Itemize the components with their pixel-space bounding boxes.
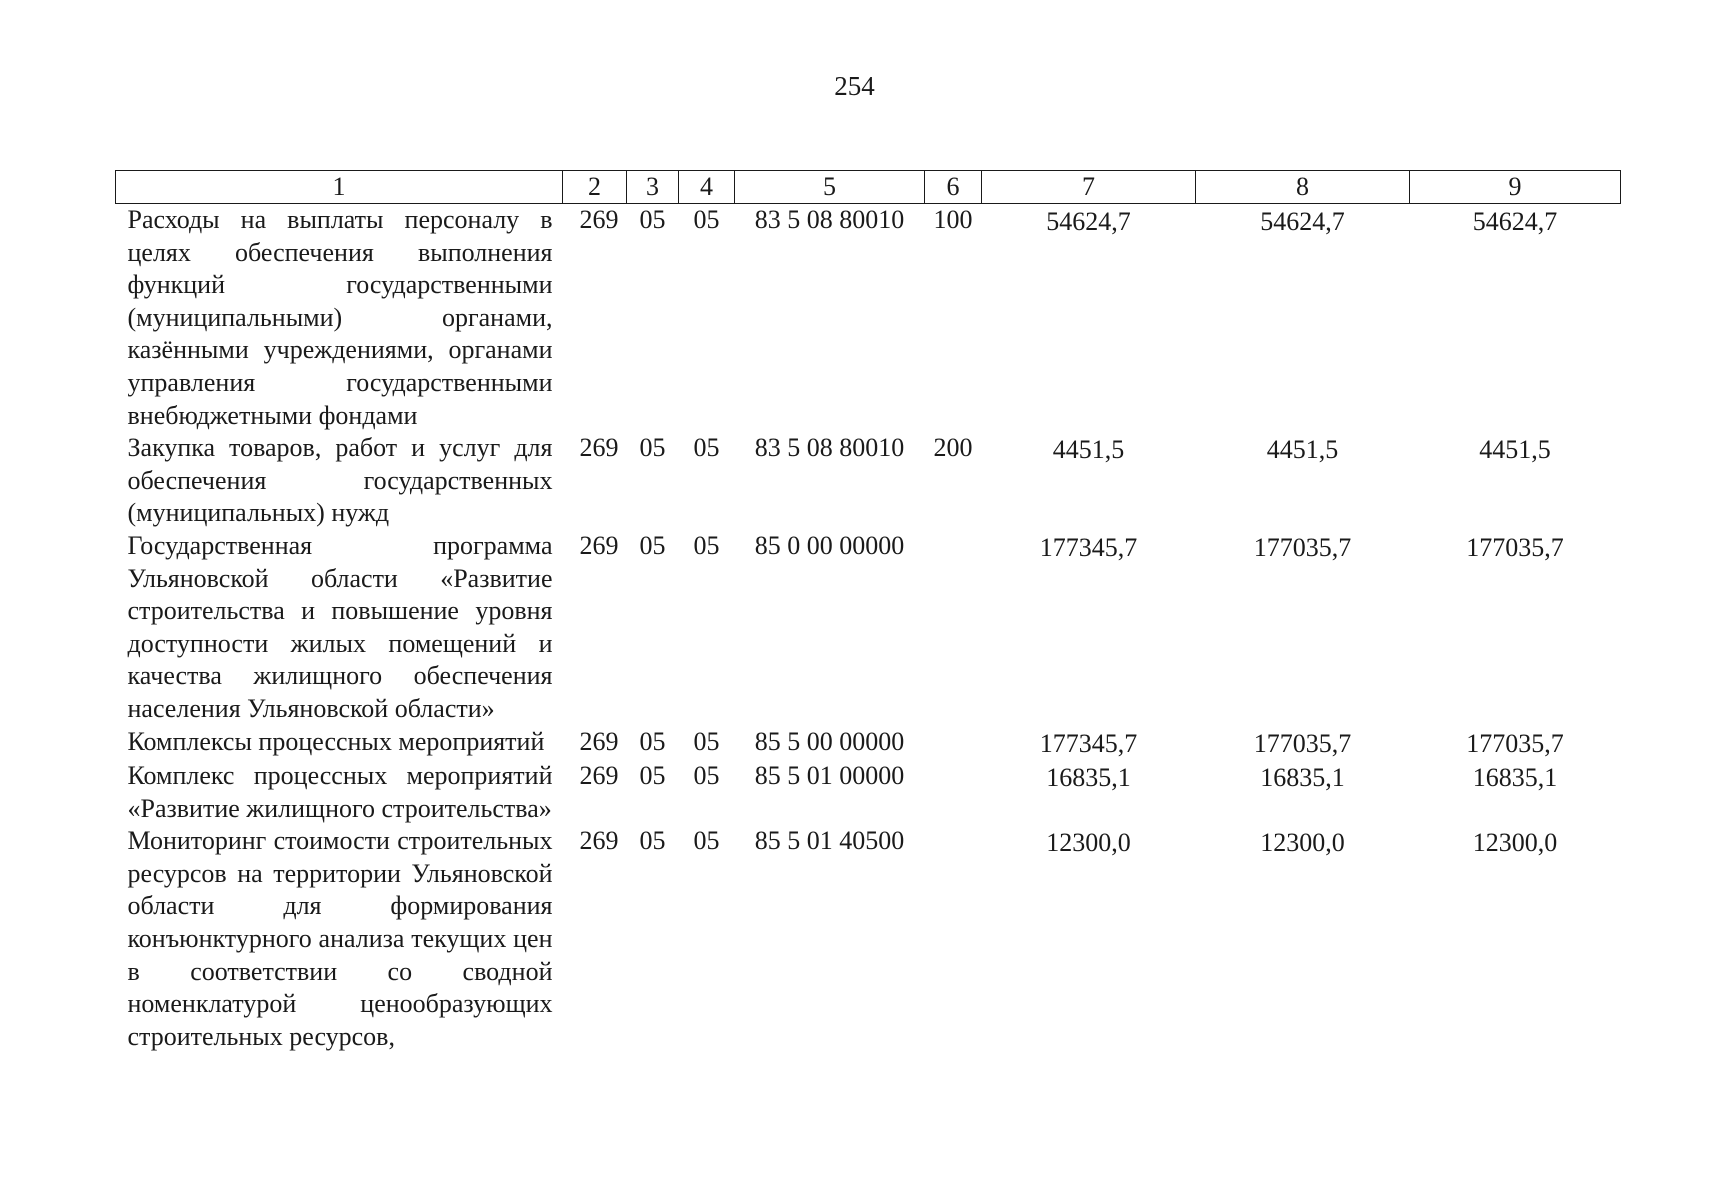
cell-amount-2: 177035,7: [1253, 728, 1352, 758]
cell-section: 05: [639, 726, 666, 756]
column-header-5: 5: [735, 171, 925, 204]
cell-amount-3: 16835,1: [1472, 763, 1558, 793]
column-header-2: 2: [563, 171, 627, 204]
cell-subsection: 05: [693, 726, 720, 756]
cell-target-article: 83 5 08 80010: [754, 205, 905, 234]
cell-ministry-code: 269: [579, 761, 619, 791]
column-header-9: 9: [1410, 171, 1621, 204]
cell-expense-type: 100: [933, 205, 973, 234]
row-name: Мониторинг стоимости строительных ресурсов на территории Ульяновской области для формирования конъюнктурного анализа текущих цен в соответствии со сводной номенклатурой ценообразующих строительных ресурсов,: [127, 826, 553, 1051]
cell-ministry-code: 269: [579, 726, 619, 756]
column-header-1: 1: [116, 171, 563, 204]
cell-section: 05: [639, 530, 666, 560]
cell-amount-3: 12300,0: [1472, 828, 1558, 858]
table-row: [116, 204, 1621, 433]
cell-target-article: 85 5 01 40500: [754, 826, 905, 856]
table-row: [116, 825, 1621, 1053]
cell-amount-1: 4451,5: [1052, 435, 1125, 465]
cell-amount-3: 177035,7: [1466, 728, 1564, 758]
cell-amount-2: 12300,0: [1260, 828, 1345, 858]
cell-target-article: 85 5 00 00000: [754, 726, 905, 756]
cell-expense-type: [925, 825, 982, 1053]
cell-amount-1: 177345,7: [1039, 728, 1138, 758]
column-header-4: 4: [679, 171, 735, 204]
row-name: Комплексы процессных мероприятий: [127, 726, 545, 756]
cell-subsection: 05: [693, 433, 720, 463]
cell-section: 05: [639, 826, 666, 856]
cell-amount-3: 4451,5: [1479, 435, 1551, 465]
table-row: [116, 530, 1621, 726]
cell-expense-type: 200: [933, 433, 973, 463]
cell-subsection: 05: [693, 205, 720, 234]
cell-amount-1: 177345,7: [1039, 532, 1138, 562]
row-name: Комплекс процессных мероприятий «Развитие жилищного строительства»: [127, 761, 553, 823]
cell-section: 05: [639, 205, 666, 234]
cell-amount-1: 54624,7: [1046, 207, 1131, 236]
cell-target-article: 83 5 08 80010: [754, 433, 905, 463]
budget-table: [115, 170, 1621, 1053]
table-header-row: [116, 171, 1621, 204]
cell-expense-type: [925, 760, 982, 825]
cell-amount-3: 177035,7: [1466, 532, 1564, 562]
row-name: Государственная программа Ульяновской области «Развитие строительства и повышение уровня доступности жилых помещений и качества жилищного обеспечения населения Ульяновской области»: [127, 530, 553, 723]
table-row: [116, 726, 1621, 761]
cell-ministry-code: 269: [579, 205, 619, 234]
cell-ministry-code: 269: [579, 826, 619, 856]
table-row: [116, 760, 1621, 825]
cell-subsection: 05: [693, 530, 720, 560]
row-name: Расходы на выплаты персоналу в целях обеспечения выполнения функций государственными (муниципальными) органами, казёнными учреждениями, органами управления государственными внебюджетными фондами: [127, 205, 553, 430]
column-header-3: 3: [627, 171, 679, 204]
cell-amount-2: 16835,1: [1260, 763, 1345, 793]
cell-amount-1: 12300,0: [1046, 828, 1131, 858]
cell-amount-3: 54624,7: [1472, 207, 1558, 236]
table-row: [116, 432, 1621, 530]
cell-section: 05: [639, 761, 666, 791]
cell-amount-2: 4451,5: [1266, 435, 1339, 465]
cell-target-article: 85 5 01 00000: [754, 761, 905, 791]
cell-target-article: 85 0 00 00000: [754, 530, 905, 560]
cell-amount-2: 54624,7: [1260, 207, 1345, 236]
cell-amount-1: 16835,1: [1046, 763, 1131, 793]
column-header-6: 6: [925, 171, 982, 204]
column-header-8: 8: [1196, 171, 1410, 204]
cell-ministry-code: 269: [579, 433, 619, 463]
cell-amount-2: 177035,7: [1253, 532, 1352, 562]
cell-expense-type: [925, 530, 982, 726]
cell-section: 05: [639, 433, 666, 463]
column-header-7: 7: [982, 171, 1196, 204]
cell-subsection: 05: [693, 826, 720, 856]
cell-ministry-code: 269: [579, 530, 619, 560]
cell-expense-type: [925, 726, 982, 761]
row-name: Закупка товаров, работ и услуг для обеспечения государственных (муниципальных) нужд: [127, 433, 553, 528]
cell-subsection: 05: [693, 761, 720, 791]
page-number: 254: [834, 71, 875, 101]
